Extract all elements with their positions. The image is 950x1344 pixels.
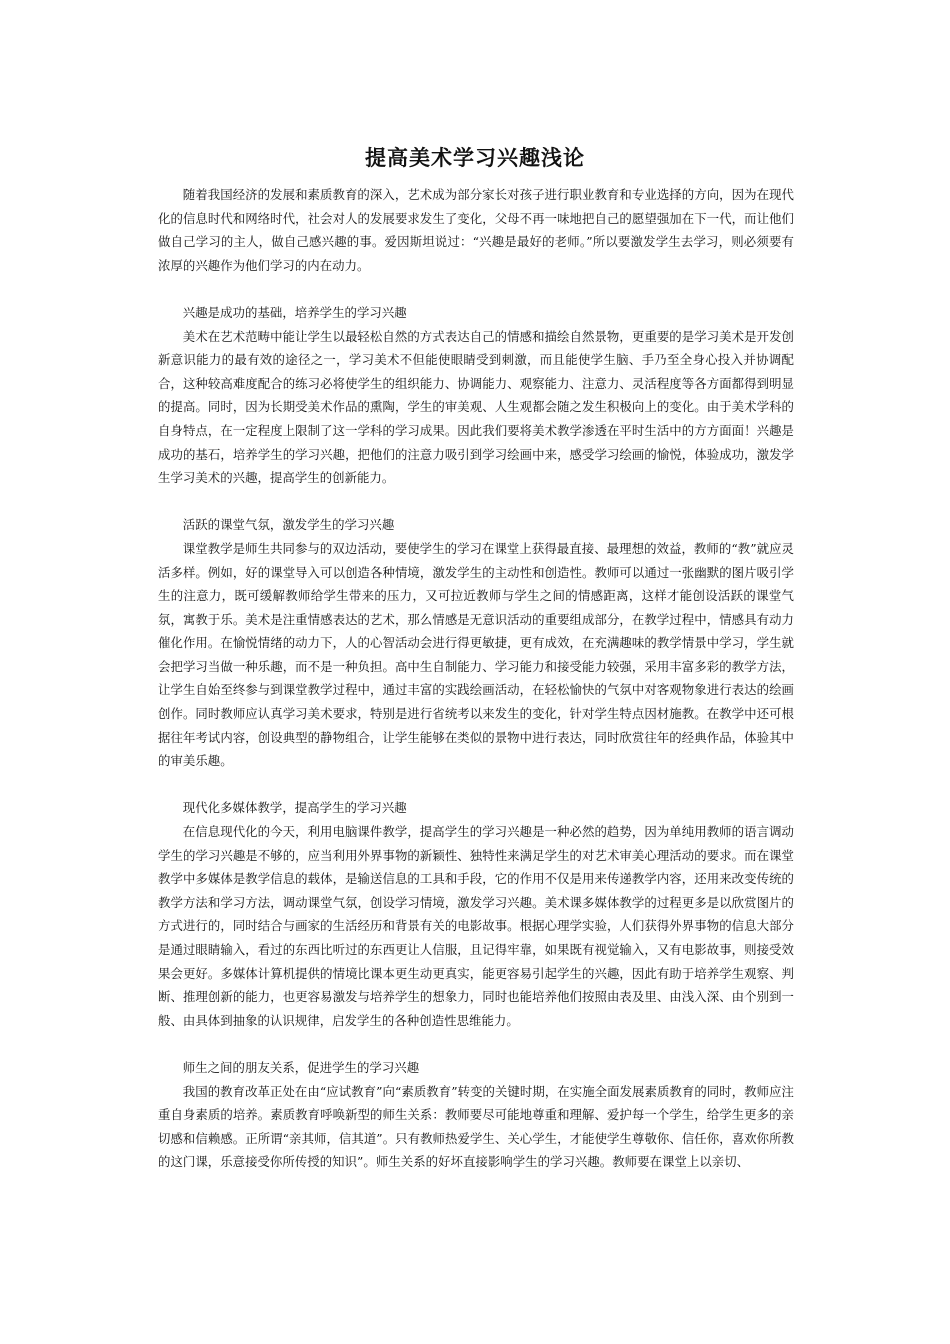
paragraph-gap: [158, 773, 794, 797]
section-paragraph: 美术在艺术范畴中能让学生以最轻松自然的方式表达自己的情感和描绘自然景物，更重要的是学习美术是开发创新意识能力的最有效的途径之一，学习美术不但能使眼睛受到刺激，而且能使学生脑、手乃至全身心投入并协调配合，这种较高难度配合的练习必将使学生的组织能力、协调能力、观察能力、注意力、灵活程度等各方面都得到明显的提高。同时，因为长期受美术作品的熏陶，学生的审美观、人生观都会随之发生积极向上的变化。由于美术学科的自身特点，在一定程度上限制了这一学科的学习成果。因此我们要将美术教学渗透在平时生活中的方方面面！兴趣是成功的基石，培养学生的学习兴趣，把他们的注意力吸引到学习绘画中来，感受学习绘画的愉悦，体验成功，激发学生学习美术的兴趣，提高学生的创新能力。: [158, 328, 794, 486]
document-body: [158, 183, 794, 1174]
section-paragraph: 我国的教育改革正处在由“应试教育”向“素质教育”转变的关键时期，在实施全面发展素质教育的同时，教师应注重自身素质的培养。素质教育呼唤新型的师生关系：教师要尽可能地尊重和理解、爱护每一个学生，给学生更多的亲切感和信赖感。正所谓“亲其师，信其道”。只有教师热爱学生、关心学生，才能使学生尊敬你、信任你，喜欢你所教的这门课，乐意接受你所传授的知识”。师生关系的好坏直接影响学生的学习兴趣。教师要在课堂上以亲切、: [158, 1083, 794, 1170]
paragraph-gap: [158, 490, 794, 514]
section-heading: 现代化多媒体教学，提高学生的学习兴趣: [182, 800, 407, 816]
section-heading: 兴趣是成功的基础，培养学生的学习兴趣: [182, 304, 407, 320]
section-paragraph: 课堂教学是师生共同参与的双边活动，要使学生的学习在课堂上获得最直接、最理想的效益，教师的“教”就应灵活多样。例如，好的课堂导入可以创造各种情境，激发学生的主动性和创造性。教师可以通过一张幽默的图片吸引学生的注意力，既可缓解教师给学生带来的压力，又可拉近教师与学生之间的情感距离，这样才能创设活跃的课堂气氛，寓教于乐。美术是注重情感表达的艺术，那么情感是无意识活动的重要组成部分，在教学过程中，情感具有动力催化作用。在愉悦情绪的动力下，人的心智活动会进行得更敏捷，更有成效，在充满趣味的教学情景中学习，学生就会把学习当做一种乐趣，而不是一种负担。高中生自制能力、学习能力和接受能力较强，采用丰富多彩的教学方法，让学生自始至终参与到课堂教学过程中，通过丰富的实践绘画活动，在轻松愉快的气氛中对客观物象进行表达的绘画创作。同时教师应认真学习美术要求，特别是进行省统考以来发生的变化，针对学生特点因材施教。在教学中还可根据往年考试内容，创设典型的静物组合，让学生能够在类似的景物中进行表达，同时欣赏往年的经典作品，体验其中的审美乐趣。: [158, 540, 794, 769]
section-heading: 活跃的课堂气氛，激发学生的学习兴趣: [182, 517, 395, 533]
section-heading: 师生之间的朋友关系，促进学生的学习兴趣: [182, 1059, 420, 1075]
document-title: 提高美术学习兴趣浅论: [365, 146, 585, 170]
intro-paragraph: 随着我国经济的发展和素质教育的深入，艺术成为部分家长对孩子进行职业教育和专业选择的方向，因为在现代化的信息时代和网络时代，社会对人的发展要求发生了变化，父母不再一味地把自己的愿望强加在下一代，而让他们做自己学习的主人，做自己感兴趣的事。爱因斯坦说过：“兴趣是最好的老师。”所以要激发学生去学习，则必须要有浓厚的兴趣作为他们学习的内在动力。: [158, 187, 794, 273]
paragraph-gap: [158, 1032, 794, 1056]
section-paragraph: 在信息现代化的今天，利用电脑课件教学，提高学生的学习兴趣是一种必然的趋势，因为单纯用教师的语言调动学生的学习兴趣是不够的，应当利用外界事物的新颖性、独特性来满足学生的对艺术审美心理活动的要求。而在课堂教学中多媒体是教学信息的载体，是输送信息的工具和手段，它的作用不仅是用来传递教学内容，还用来改变传统的教学方法和学习方法，调动课堂气氛，创设学习情境，激发学习兴趣。美术课多媒体教学的过程更多是以欣赏图片的方式进行的，同时结合与画家的生活经历和背景有关的电影故事。根据心理学实验，人们获得外界事物的信息大部分是通过眼睛输入，看过的东西比听过的东西更让人信服，且记得牢靠，如果既有视觉输入，又有电影故事，则接受效果会更好。多媒体计算机提供的情境比课本更生动更真实，能更容易引起学生的兴趣，因此有助于培养学生观察、判断、推理创新的能力，也更容易激发与培养学生的想象力，同时也能培养他们按照由表及里、由浅入深、由个别到一般、由具体到抽象的认识规律，启发学生的各种创造性思维能力。: [158, 824, 794, 1028]
paragraph-gap: [158, 277, 794, 301]
